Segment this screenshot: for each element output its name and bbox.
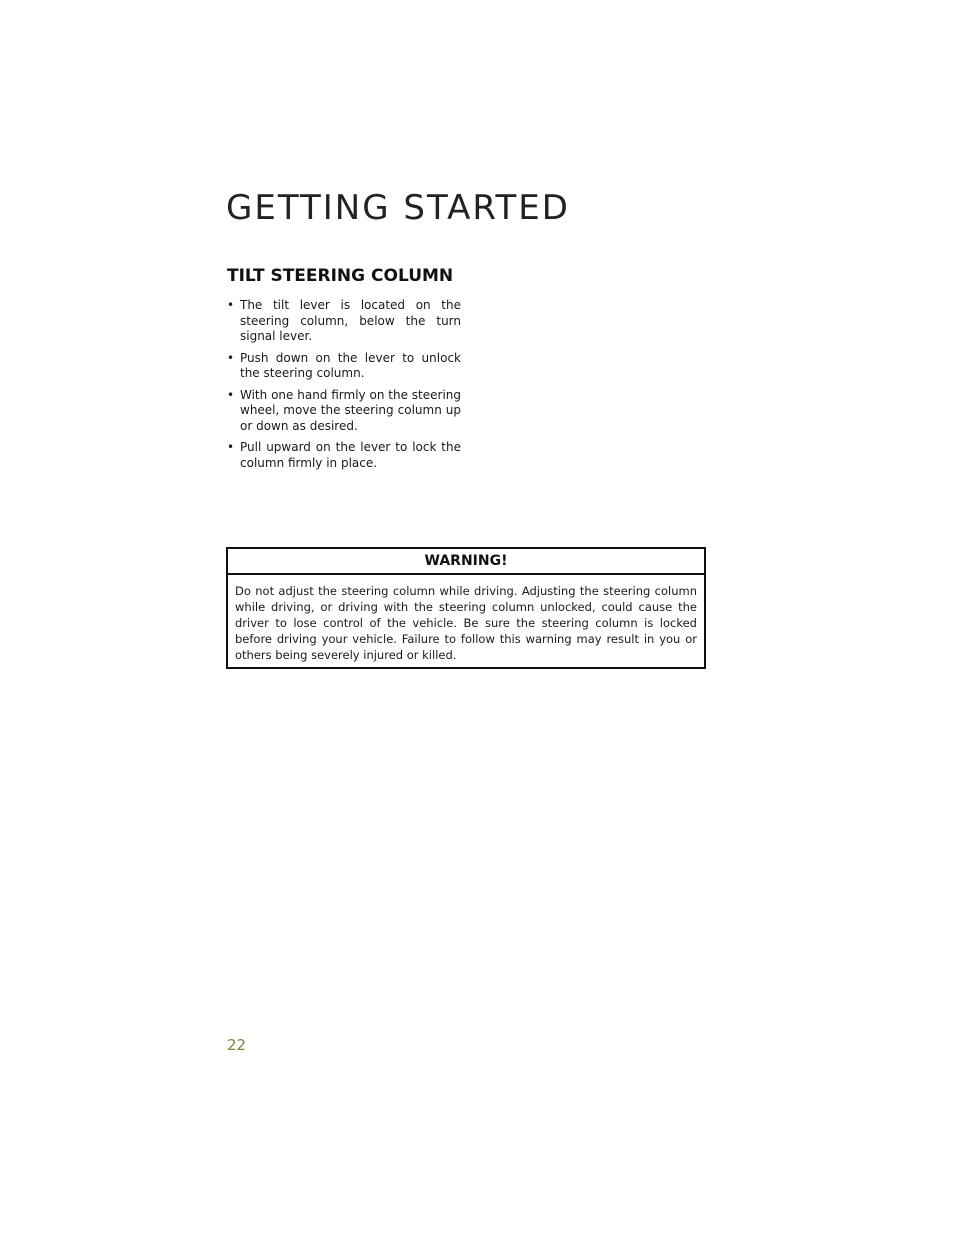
bullet-dot: • — [227, 387, 235, 402]
bullet-item — [227, 351, 461, 382]
bullet-item — [227, 388, 461, 435]
chapter-title: GETTING STARTED — [226, 188, 570, 228]
bullet-item — [227, 298, 461, 345]
warning-box — [226, 547, 706, 669]
section-title: TILT STEERING COLUMN — [227, 266, 454, 286]
warning-text: Do not adjust the steering column while driving. Adjusting the steering column while driving, or driving with the steering column unlocked, could cause the driver to lose control of the vehicle. Be sure the steering column is locked before driving your vehicle. Failure to follow this warning may result in you or others being severely injured or killed. — [235, 584, 697, 662]
bullet-dot: • — [227, 350, 235, 365]
bullet-item — [227, 440, 461, 471]
bullet-text: Push down on the lever to unlock the steering column. — [240, 350, 461, 380]
bullet-dot: • — [227, 298, 235, 312]
bullet-text: With one hand firmly on the steering wheel, move the steering column up or down as desired. — [240, 387, 461, 433]
bullet-text: The tilt lever is located on the steering column, below the turn signal lever. — [240, 298, 461, 343]
page-number: 22 — [227, 1036, 247, 1054]
bullet-dot: • — [227, 440, 235, 454]
bullet-list — [227, 298, 461, 477]
bullet-text: Pull upward on the lever to lock the column firmly in place. — [240, 440, 461, 470]
warning-title: WARNING! — [228, 549, 704, 575]
